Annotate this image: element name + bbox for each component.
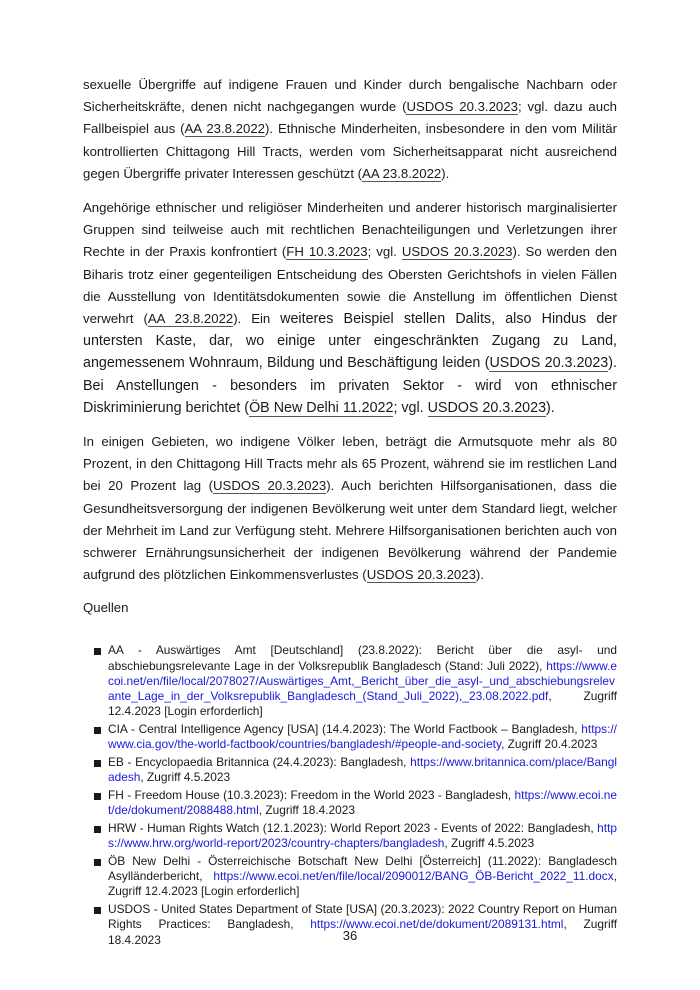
citation-link[interactable]: USDOS 20.3.2023 bbox=[427, 399, 547, 416]
body-text bbox=[83, 74, 617, 586]
citation-link[interactable]: USDOS 20.3.2023 bbox=[366, 567, 476, 583]
source-item bbox=[108, 722, 617, 752]
text-run: ). Ethnische Minderheiten, insbesondere in den vom Militär kontrollierten Chittagong Hill Tracts, werden vom Sicherheitsapparat nicht ausreichend gegen Übergriffe privater Interessen geschützt ( bbox=[83, 121, 617, 181]
text-run: weiteres Beispiel stellen Dalits, also Hindus der untersten Kaste, dar, wo einige unter eingeschränkten Zugang zu Land, angemessenem Wohnraum, Bildung und Beschäftigung leiden ( bbox=[83, 311, 617, 372]
text-run: ; vgl. bbox=[367, 244, 402, 260]
citation-link[interactable]: FH 10.3.2023 bbox=[286, 244, 368, 260]
citation-link[interactable]: ÖB New Delhi 11.2022 bbox=[249, 399, 394, 416]
paragraph bbox=[83, 197, 617, 419]
source-text: USDOS - United States Department of State [USA] (20.3.2023): 2022 Country Report on Human Rights Practices: Bangladesh, bbox=[108, 902, 617, 932]
source-access-date: , Zugriff 18.4.2023 bbox=[108, 917, 617, 947]
source-url-link[interactable]: https://www.cia.gov/the-world-factbook/countries/bangladesh/#people-and-society bbox=[108, 722, 617, 752]
citation-link[interactable]: AA 23.8.2022 bbox=[362, 165, 442, 181]
text-run: ). Auch berichten Hilfsorganisationen, dass die Gesundheitsversorgung der indigenen Bevölkerung weit unter dem Standard liegt, welcher der Mehrheit im Land zur Verfügung steht. Mehrere Hilfsorganisationen berichten auch von schwerer Ernährungsunsicherheit der indigenen Bevölkerung während der Pandemie aufgrund des plötzlichen Einkommensverlustes ( bbox=[83, 478, 617, 583]
text-run: ). bbox=[546, 399, 555, 416]
source-text: HRW - Human Rights Watch (12.1.2023): World Report 2023 - Events of 2022: Bangladesh, bbox=[108, 821, 598, 836]
citation-link[interactable]: AA 23.8.2022 bbox=[184, 121, 265, 137]
source-access-date: , Zugriff 12.4.2023 [Login erforderlich] bbox=[108, 689, 617, 719]
source-access-date: , Zugriff 20.4.2023 bbox=[501, 737, 598, 752]
text-run: ). bbox=[441, 165, 450, 181]
source-item bbox=[108, 854, 617, 900]
source-item bbox=[108, 755, 617, 785]
source-access-date: , Zugriff 12.4.2023 [Login erforderlich] bbox=[108, 869, 617, 899]
source-url-link[interactable]: https://www.ecoi.net/en/file/local/2090012/BANG_ÖB-Bericht_2022_11.docx bbox=[213, 869, 614, 884]
citation-link[interactable]: USDOS 20.3.2023 bbox=[406, 99, 518, 115]
text-run: ; vgl. bbox=[393, 399, 428, 416]
text-run: ; vgl. dazu auch Fallbeispiel aus ( bbox=[83, 99, 618, 137]
sources-heading: Quellen bbox=[83, 600, 129, 616]
citation-link[interactable]: USDOS 20.3.2023 bbox=[489, 355, 609, 372]
text-run: ). Ein bbox=[233, 311, 281, 327]
text-run: Angehörige ethnischer und religiöser Minderheiten und anderer historisch marginalisierter Gruppen sind teilweise auch mit rechtlichen Benachteiligungen und Verletzungen ihrer Rechte in der Praxis konfrontiert ( bbox=[83, 200, 617, 260]
document-page bbox=[83, 74, 617, 950]
paragraph bbox=[83, 74, 617, 185]
source-text: AA - Auswärtiges Amt [Deutschland] (23.8.2022): Bericht über die asyl- und abschiebungsrelevante Lage in der Volksrepublik Bangladesch (Stand: Juli 2022), bbox=[108, 643, 617, 673]
source-access-date: , Zugriff 4.5.2023 bbox=[444, 836, 535, 851]
source-text: EB - Encyclopaedia Britannica (24.4.2023): Bangladesh, bbox=[108, 755, 411, 770]
source-access-date: , Zugriff 4.5.2023 bbox=[140, 770, 231, 785]
source-access-date: , Zugriff 18.4.2023 bbox=[258, 803, 356, 818]
source-item bbox=[108, 788, 617, 818]
text-run: ). So werden den Biharis trotz einer gegenteiligen Entscheidung des Obersten Gerichtshofs in vielen Fällen die Ausstellung von Identitätsdokumenten sowie die Anstellung im öffentlichen Dienst verwehrt ( bbox=[83, 244, 618, 327]
source-url-link[interactable]: https://www.hrw.org/world-report/2023/country-chapters/bangladesh bbox=[108, 821, 617, 851]
citation-link[interactable]: AA 23.8.2022 bbox=[147, 311, 234, 327]
citation-link[interactable]: USDOS 20.3.2023 bbox=[401, 244, 513, 260]
paragraph bbox=[83, 431, 617, 586]
source-url-link[interactable]: https://www.ecoi.net/en/file/local/2078027/Auswärtiges_Amt,_Bericht_über_die_asyl-_und_abschiebungsrelevante_Lage_in_der_Volksrepublik_Bangladesch_(Stand_Juli_2022),_23.08.2022.pdf bbox=[108, 658, 617, 704]
text-run: ). Bei Anstellungen - besonders im privaten Sektor - wird von ethnischer Diskriminierung berichtet ( bbox=[83, 355, 617, 416]
text-run: sexuelle Übergriffe auf indigene Frauen und Kinder durch bengalische Nachbarn oder Sicherheitskräfte, denen nicht nachgegangen wurde ( bbox=[83, 77, 617, 115]
source-text: CIA - Central Intelligence Agency [USA] (14.4.2023): The World Factbook – Bangladesh, bbox=[108, 722, 582, 737]
sources-list bbox=[83, 643, 617, 947]
source-text: FH - Freedom House (10.3.2023): Freedom in the World 2023 - Bangladesh, bbox=[108, 788, 515, 803]
source-item bbox=[108, 821, 617, 851]
source-url-link[interactable]: https://www.ecoi.net/de/dokument/2088488.html bbox=[108, 788, 617, 818]
source-item bbox=[108, 643, 617, 719]
source-text: ÖB New Delhi - Österreichische Botschaft New Delhi [Österreich] (11.2022): Bangladesch Asylländerbericht, bbox=[108, 854, 617, 884]
text-run: ). bbox=[475, 567, 484, 583]
page-number: 36 bbox=[342, 928, 358, 943]
source-url-link[interactable]: https://www.britannica.com/place/Bangladesh bbox=[108, 755, 617, 785]
citation-link[interactable]: USDOS 20.3.2023 bbox=[213, 478, 327, 494]
source-url-link[interactable]: https://www.ecoi.net/de/dokument/2089131.html bbox=[310, 917, 564, 932]
text-run: In einigen Gebieten, wo indigene Völker leben, beträgt die Armutsquote mehr als 80 Prozent, in den Chittagong Hill Tracts mehr als 65 Prozent, während sie im restlichen Land bei 20 Prozent lag ( bbox=[83, 434, 617, 494]
